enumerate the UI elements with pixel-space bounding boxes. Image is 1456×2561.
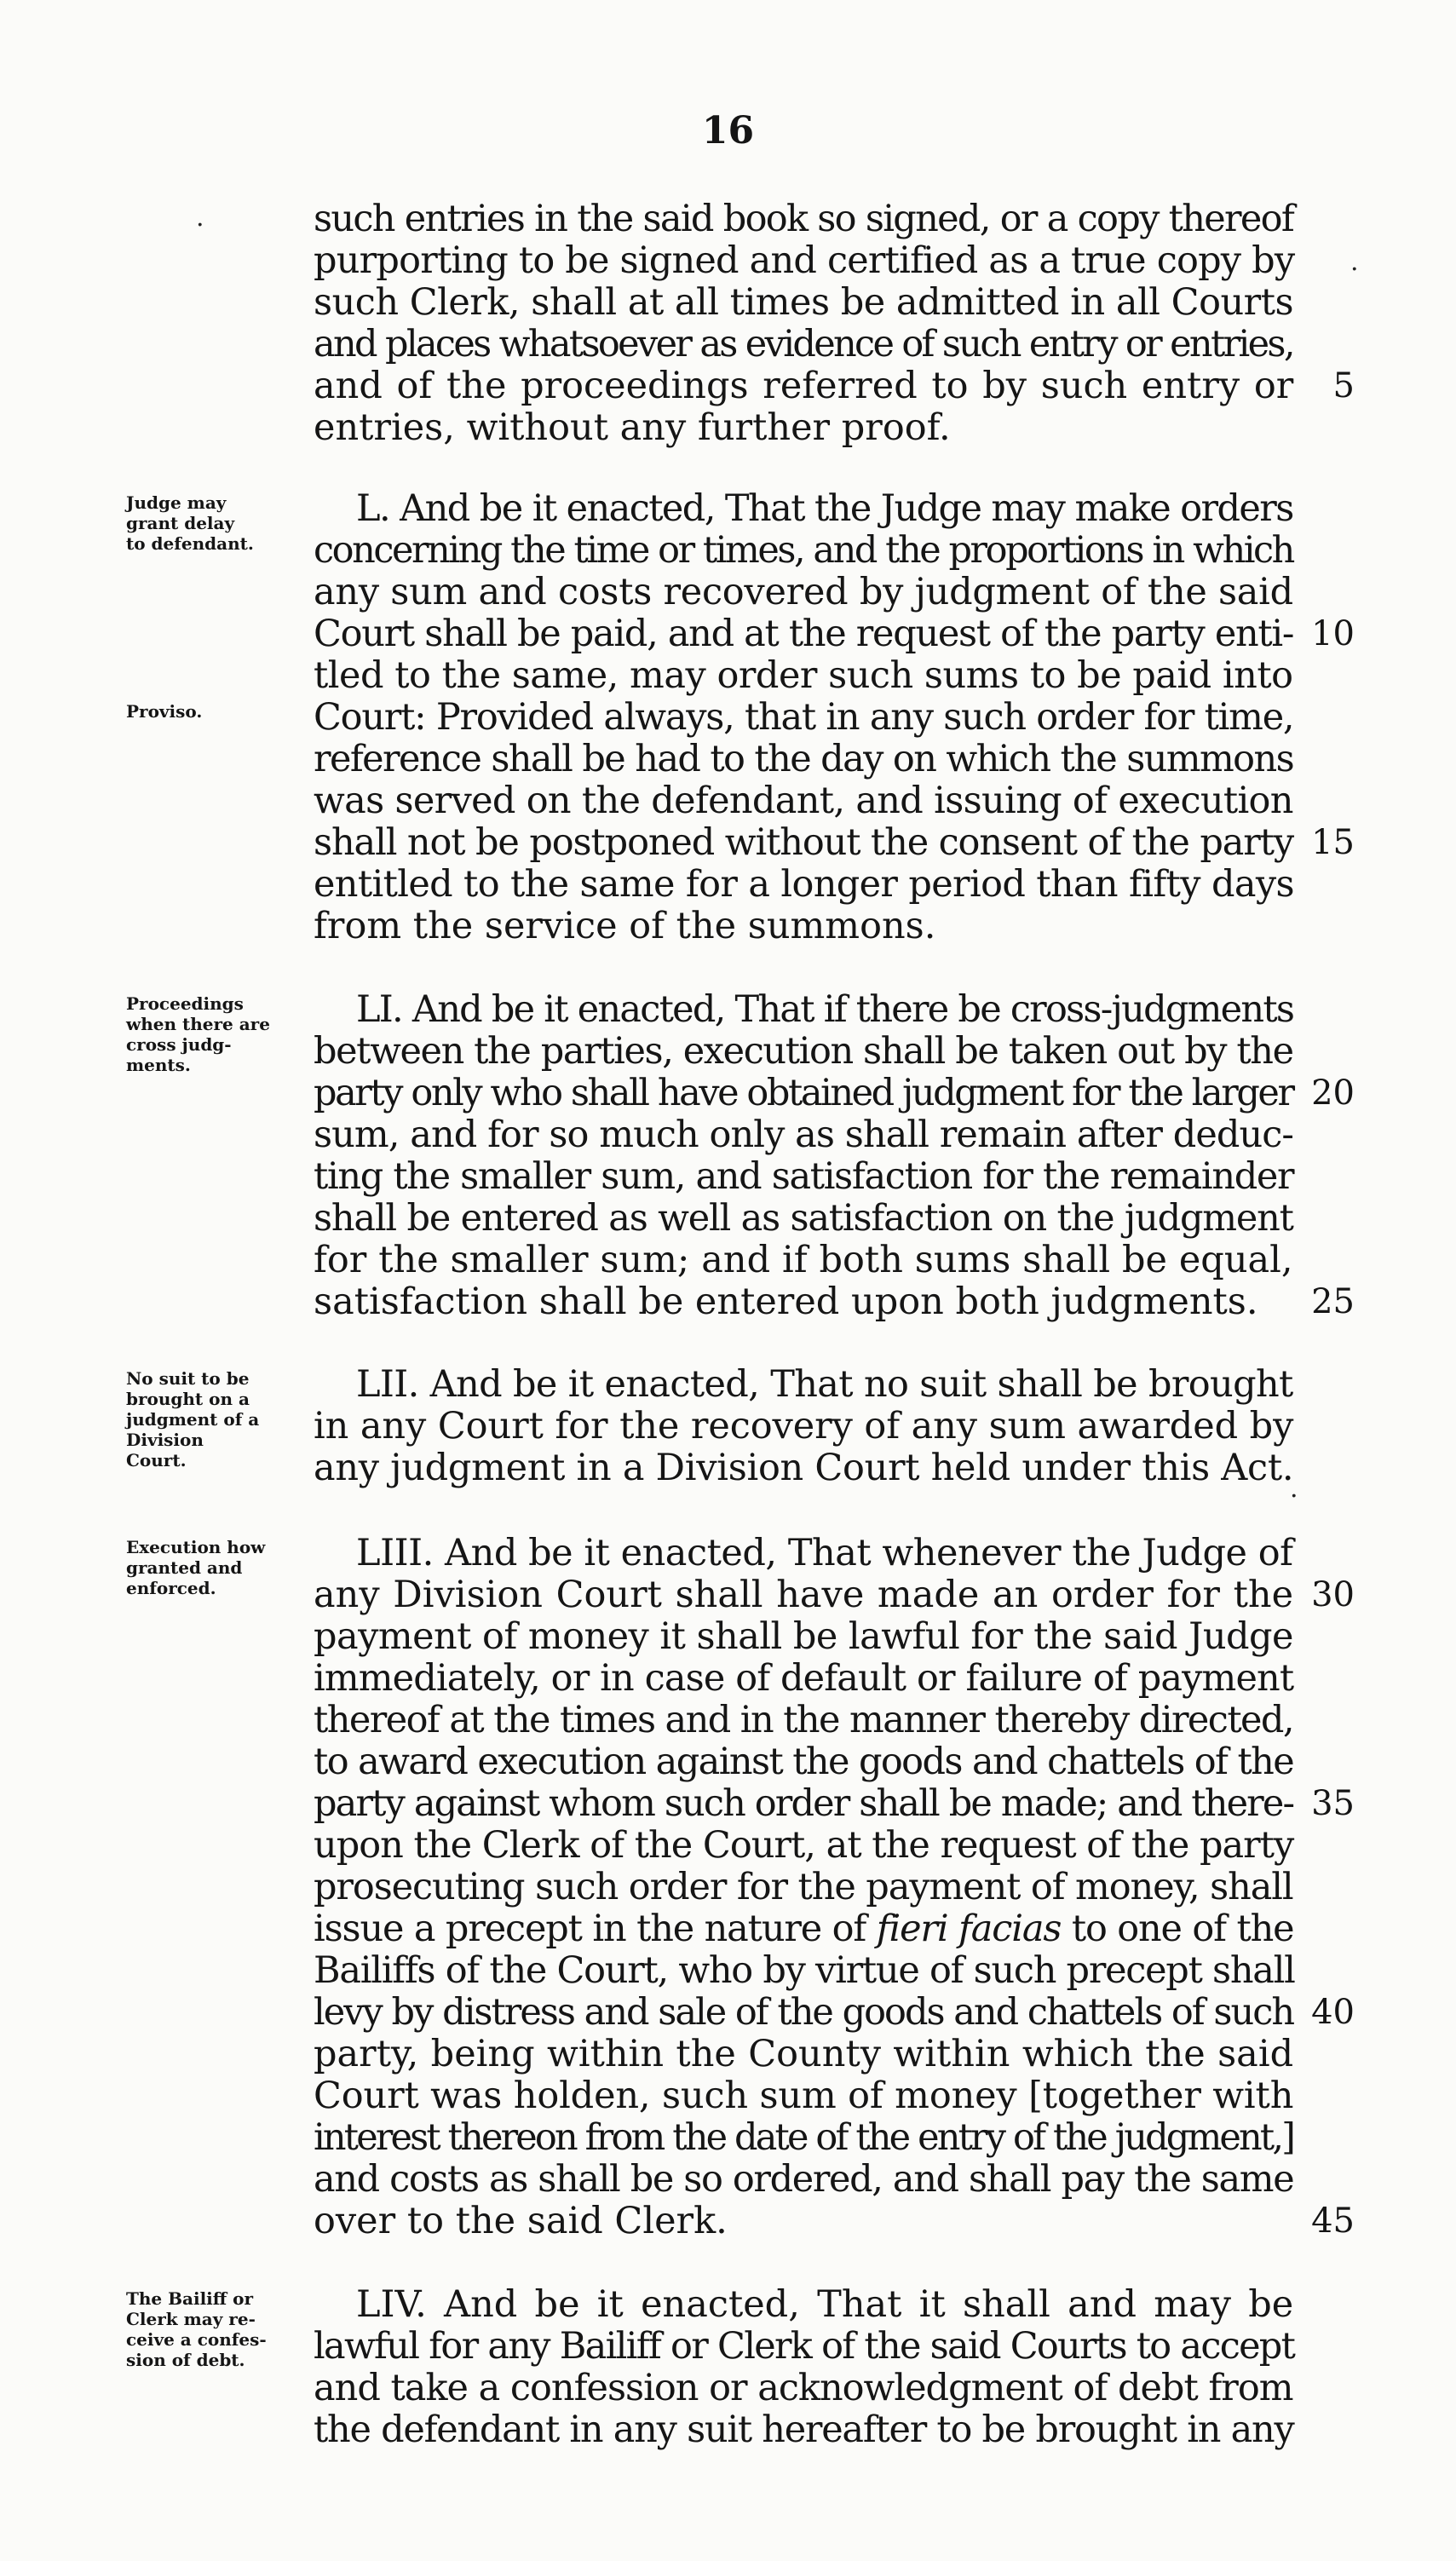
text-line: from the service of the summons. [314,905,936,947]
text-line: LII. And be it enacted, That no suit shall be brought [356,1363,1293,1406]
line-number: 35 [1311,1784,1355,1823]
text-line: reference shall be had to the day on which the summons [314,738,1294,780]
line-number: 20 [1311,1073,1355,1113]
text-line: sum, and for so much only as shall remain after deduc- [314,1114,1294,1156]
text-line: any sum and costs recovered by judgment of the said [314,571,1293,613]
text-line: party against whom such order shall be made; and there- [314,1782,1294,1825]
stray-mark: . [1350,247,1359,277]
line-number: 40 [1311,1993,1355,2032]
italic-term: fieri facias [876,1908,1062,1950]
line-number: 5 [1332,366,1355,406]
text-line: issue a precept in the nature of fieri facias to one of the [314,1908,1294,1950]
margin-note: No suit to be brought on a judgment of a Division Court. [126,1368,260,1470]
text-line: Court: Provided always, that in any such order for time, [314,696,1294,739]
line-number: 10 [1311,614,1355,653]
text-line: thereof at the times and in the manner thereby directed, [314,1699,1293,1741]
text-line: upon the Clerk of the Court, at the request of the party [314,1824,1294,1867]
line-number: 30 [1311,1575,1355,1614]
text-line: entitled to the same for a longer period than fifty days [314,863,1294,906]
text-line: any judgment in a Division Court held under this Act. [314,1447,1294,1489]
stray-mark: . [1290,1474,1298,1504]
text-line: to award execution against the goods and chattels of the [314,1741,1294,1783]
text-line: any Division Court shall have made an order for the [314,1574,1294,1616]
text-line: in any Court for the recovery of any sum awarded by [314,1405,1294,1447]
text-line: entries, without any further proof. [314,406,951,449]
text-line: LIII. And be it enacted, That whenever the Judge of [356,1532,1293,1574]
text-line: such entries in the said book so signed, or a copy thereof [314,198,1294,240]
text-line: tled to the same, may order such sums to be paid into [314,654,1293,697]
text-line: for the smaller sum; and if both sums shall be equal, [314,1239,1293,1281]
margin-note: Judge may grant delay to defendant. [126,492,254,554]
line-number: 45 [1311,2201,1355,2241]
text-line: ting the smaller sum, and satisfaction for the remainder [314,1155,1294,1198]
text-line: payment of money it shall be lawful for the said Judge [314,1615,1293,1658]
text-line: the defendant in any suit hereafter to be brought in any [314,2408,1294,2451]
text-line: and costs as shall be so ordered, and shall pay the same [314,2158,1294,2201]
text-line: immediately, or in case of default or failure of payment [314,1657,1294,1700]
text-line: party, being within the County within which the said [314,2033,1294,2075]
line-number: 25 [1311,1282,1355,1321]
text-line: Court was holden, such sum of money [together with [314,2075,1294,2117]
text-line: and places whatsoever as evidence of such entry or entries, [314,323,1293,365]
text-line: satisfaction shall be entered upon both judgments. [314,1280,1258,1323]
text-line: Court shall be paid, and at the request of the party enti- [314,613,1294,655]
text-line: interest thereon from the date of the entry of the judgment,] [314,2116,1294,2159]
text-line: L. And be it enacted, That the Judge may make orders [356,487,1293,530]
text-line: lawful for any Bailiff or Clerk of the said Courts to accept [314,2325,1295,2368]
text-line: purporting to be signed and certified as a true copy by [314,239,1295,282]
margin-note: Proceedings when there are cross judg- ments. [126,993,270,1075]
stray-mark: . [196,203,204,233]
text-line: and take a confession or acknowledgment of debt from [314,2367,1293,2409]
text-line: such Clerk, shall at all times be admitted in all Courts [314,281,1294,324]
text-line: between the parties, execution shall be taken out by the [314,1030,1293,1073]
page-number: 16 [701,109,755,153]
text-line: and of the proceedings referred to by such entry or [314,365,1294,407]
text-line: prosecuting such order for the payment of money, shall [314,1866,1293,1908]
margin-note: The Bailiff or Clerk may re- ceive a confes- sion of debt. [126,2288,267,2370]
text-line: levy by distress and sale of the goods and chattels of such [314,1991,1294,2034]
text-line: LIV. And be it enacted, That it shall and may be [356,2283,1294,2326]
text-line: was served on the defendant, and issuing of execution [314,780,1293,822]
margin-note: Execution how granted and enforced. [126,1537,266,1598]
line-number: 15 [1311,823,1355,862]
text-line: LI. And be it enacted, That if there be cross-judgments [356,988,1294,1031]
text-line: concerning the time or times, and the proportions in which [314,529,1293,572]
text-line: Bailiffs of the Court, who by virtue of such precept shall [314,1949,1295,1992]
text-line: shall not be postponed without the consent of the party [314,821,1294,864]
text-line: shall be entered as well as satisfaction on the judgment [314,1197,1293,1240]
text-line: over to the said Clerk. [314,2200,728,2242]
margin-note: Proviso. [126,701,203,722]
text-line: party only who shall have obtained judgment for the larger [314,1072,1293,1114]
